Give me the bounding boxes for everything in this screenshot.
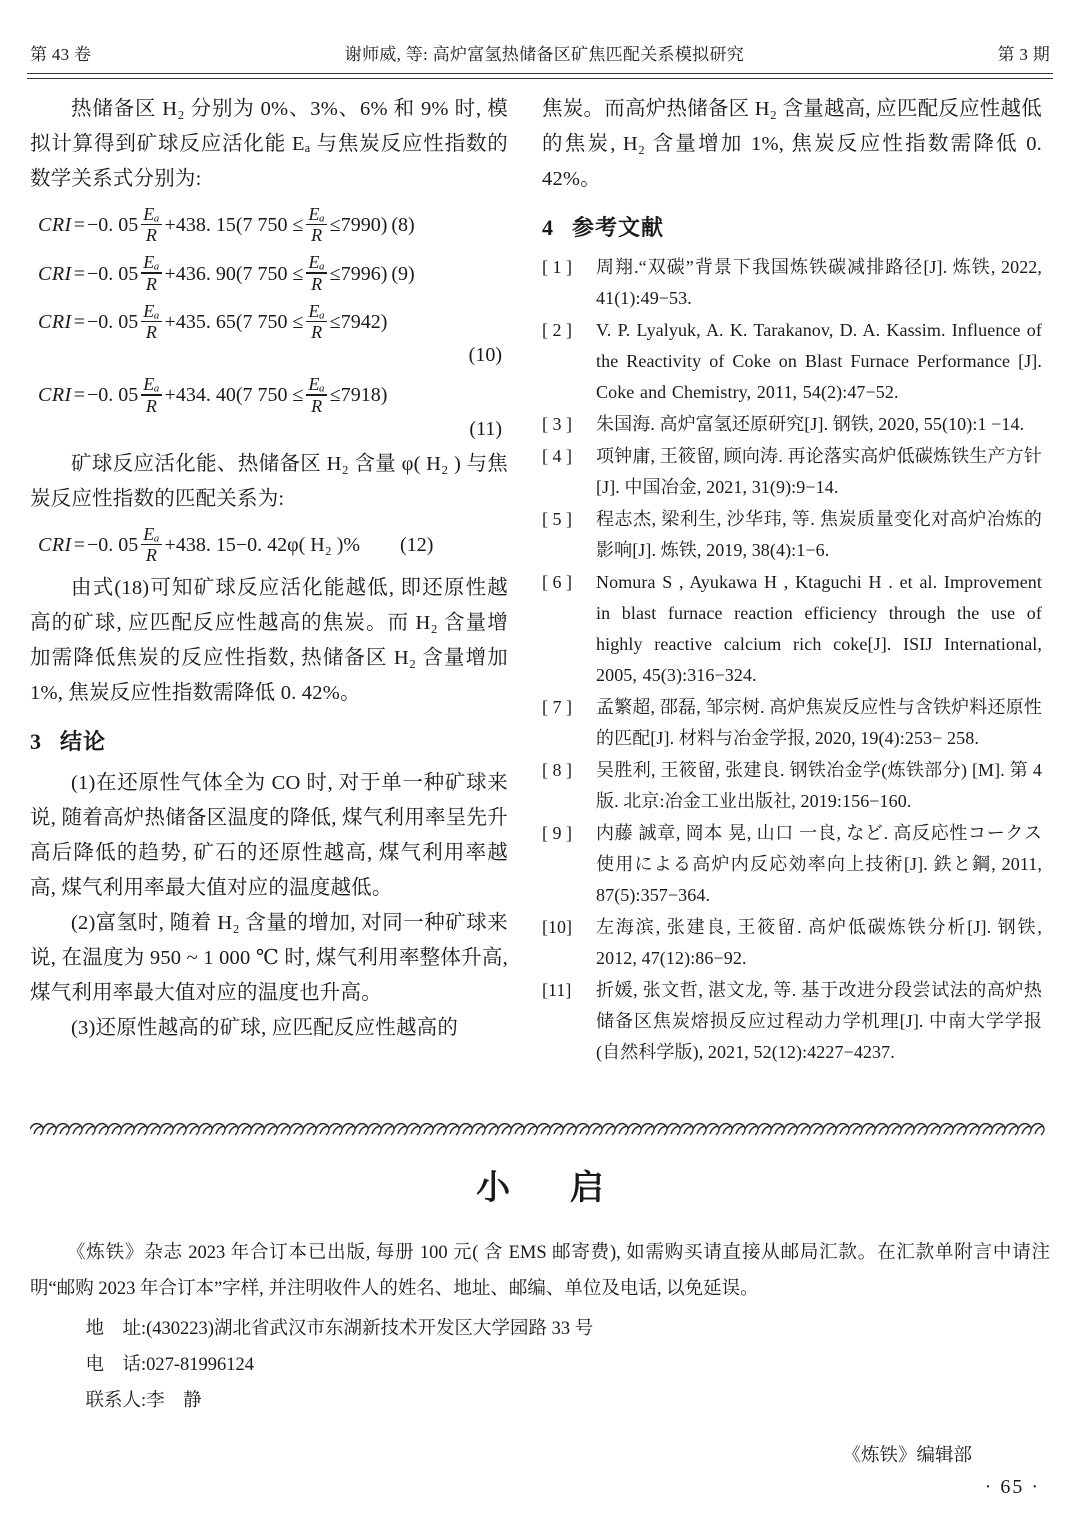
equation-11	[30, 376, 508, 415]
equation-10-eq: =	[73, 310, 85, 333]
conclusion-item-3: (3)还原性越高的矿球, 应匹配反应性越高的	[71, 1016, 459, 1039]
page-number: · 65 ·	[984, 1476, 1040, 1498]
equation-11-denominator: R	[145, 395, 157, 416]
reference-text: 周翔.“双碳”背景下我国炼铁碳减排路径[J]. 炼铁, 2022, 41(1):49−53.	[596, 257, 1042, 308]
equation-9-range-fraction	[306, 253, 326, 292]
two-column-body	[30, 92, 1050, 1112]
left-column	[30, 92, 508, 1046]
equation-10-fraction	[141, 302, 161, 341]
paragraph-discussion: 由式(18)可知矿球反应活化能越低, 即还原性越高的矿球, 应匹配反应性越高的焦炭。而 H₂ 含量增加需降低焦炭的反应性指数, 热储备区 H₂ 含量增加 1%, 焦炭反应性指数需降低 0. 42%。	[30, 576, 508, 704]
reference-label: [ 2 ]	[542, 320, 572, 340]
address-label: 地 址:	[85, 1319, 147, 1339]
equation-9-lhs: CRI	[38, 262, 72, 285]
equation-10-number: (10)	[468, 344, 502, 367]
equation-8-const: +438. 15	[164, 214, 236, 237]
announcement-paragraph: 《炼铁》杂志 2023 年合订本已出版, 每册 100 元( 含 EMS 邮寄费), 如需购买请直接从邮局汇款。在汇款单附言中请注明“邮购 2023 年合订本”字样, 并注明收件人的姓名、地址、邮编、单位及电话, 以免延误。	[30, 1243, 1050, 1299]
reference-label: [ 3 ]	[542, 414, 572, 434]
equation-10-range-numerator: Eₐ	[308, 300, 325, 321]
conclusion-item-3-continued: 焦炭。而高炉热储备区 H₂ 含量越高, 应匹配反应性越低的焦炭, H₂ 含量增加 1%, 焦炭反应性指数需降低 0. 42%。	[542, 98, 1042, 190]
reference-text: Nomura S , Ayukawa H , Ktaguchi H . et al. Improvement in blast furnace reaction efficiency through the use of highly reactive calcium rich coke[J]. ISIJ International, 2005, 45(3):316−324.	[596, 572, 1042, 685]
equation-11-range-open: (7 750 ≤	[235, 384, 304, 407]
issue-label: 第 3 期	[997, 45, 1050, 64]
equation-9	[30, 254, 508, 293]
equation-9-range-numerator: Eₐ	[308, 252, 325, 273]
equation-11-lhs: CRI	[38, 384, 72, 407]
equation-10-range-open: (7 750 ≤	[235, 310, 304, 333]
equation-11-fraction	[141, 375, 161, 414]
equation-11-coef: −0. 05	[87, 384, 139, 407]
equation-8-range-denominator: R	[311, 225, 323, 246]
equation-8-fraction	[141, 205, 161, 244]
section-3-number: 3	[30, 728, 42, 754]
equation-8-range-numerator: Eₐ	[308, 204, 325, 224]
equation-10-lhs: CRI	[38, 310, 72, 333]
announcement-block	[30, 1160, 1050, 1467]
equation-11-block	[30, 376, 508, 440]
reference-item	[542, 975, 1042, 1068]
equation-12-tail: +438. 15−0. 42φ( H₂ )%	[164, 533, 361, 556]
equation-8-block	[30, 206, 508, 245]
equation-9-range-close: ≤7996)	[329, 262, 388, 285]
section-3-title: 结论	[60, 729, 107, 755]
reference-item	[542, 252, 1042, 314]
reference-text: 左海滨, 张建良, 王筱留. 高炉低碳炼铁分析[J]. 钢铁, 2012, 47(12):86−92.	[596, 917, 1042, 968]
equation-11-numerator: Eₐ	[143, 374, 160, 395]
equation-11-const: +434. 40	[164, 384, 236, 407]
phone-label: 电 话:	[85, 1355, 147, 1375]
equation-12-denominator: R	[145, 544, 157, 565]
equation-12-coef: −0. 05	[87, 533, 139, 556]
announcement-title: 小 启	[476, 1168, 628, 1208]
equation-8-denominator: R	[145, 225, 157, 246]
equation-11-eq: =	[73, 384, 85, 407]
equation-8-eq: =	[73, 214, 85, 237]
running-title: 谢师威, 等: 高炉富氢热储备区矿焦匹配关系模拟研究	[344, 45, 745, 64]
announcement-signature: 《炼铁》编辑部	[842, 1446, 972, 1466]
equation-9-fraction	[141, 253, 161, 292]
equation-8-range-fraction	[306, 205, 326, 244]
paragraph-matching: 矿球反应活化能、热储备区 H₂ 含量 φ( H₂ ) 与焦炭反应性指数的匹配关系为:	[30, 452, 508, 510]
equation-8-number: (8)	[391, 214, 415, 237]
equation-12-eq: =	[73, 533, 85, 556]
equation-10-range-fraction	[306, 302, 326, 341]
reference-text: 吴胜利, 王筱留, 张建良. 钢铁冶金学(炼铁部分) [M]. 第 4 版. 北京:冶金工业出版社, 2019:156−160.	[596, 760, 1042, 811]
equation-8-range-open: (7 750 ≤	[235, 214, 304, 237]
address-line	[30, 1311, 1050, 1347]
reference-label: [ 9 ]	[542, 823, 572, 843]
equation-12	[30, 523, 508, 565]
reference-item	[542, 692, 1042, 754]
reference-label: [ 5 ]	[542, 509, 572, 529]
equation-8-numerator: Eₐ	[143, 204, 160, 224]
reference-item	[542, 315, 1042, 408]
section-4-number: 4	[542, 215, 554, 240]
reference-text: 朱国海. 高炉富氢还原研究[J]. 钢铁, 2020, 55(10):1 −14.	[596, 414, 1025, 434]
equation-10-const: +435. 65	[164, 310, 236, 333]
equation-9-const: +436. 90	[164, 262, 236, 285]
right-column	[542, 92, 1042, 1069]
reference-label: [ 1 ]	[542, 257, 572, 277]
contact-line	[30, 1383, 1050, 1419]
equation-12-number: (12)	[400, 533, 434, 556]
reference-item	[542, 755, 1042, 817]
equation-12-lhs: CRI	[38, 533, 72, 556]
reference-label: [11]	[542, 980, 572, 1000]
reference-list	[542, 252, 1042, 1068]
equation-9-range-denominator: R	[311, 273, 323, 294]
equation-10-range-denominator: R	[311, 322, 323, 343]
reference-text: 折媛, 张文哲, 湛文龙, 等. 基于改进分段尝试法的高炉热储备区焦炭熔损反应过程动力学机理[J]. 中南大学学报(自然科学版), 2021, 52(12):4227−4237.	[596, 980, 1042, 1062]
equation-10-block	[30, 300, 508, 367]
equation-8-lhs: CRI	[38, 214, 72, 237]
equation-9-eq: =	[73, 262, 85, 285]
reference-label: [ 8 ]	[542, 760, 572, 780]
equation-11-range-fraction	[306, 375, 326, 414]
equation-11-range-numerator: Eₐ	[308, 374, 325, 395]
reference-text: V. P. Lyalyuk, A. K. Tarakanov, D. A. Kassim. Influence of the Reactivity of Coke on Blast Furnace Performance [J]. Coke and Chemistry, 2011, 54(2):47−52.	[596, 320, 1042, 402]
equation-9-number: (9)	[391, 262, 415, 285]
reference-text: 程志杰, 梁利生, 沙华玮, 等. 焦炭质量变化对高炉冶炼的影响[J]. 炼铁, 2019, 38(4):1−6.	[596, 509, 1042, 560]
contact-label: 联系人:	[85, 1391, 147, 1411]
running-head	[30, 40, 1050, 65]
equation-9-range-open: (7 750 ≤	[235, 262, 304, 285]
phone-line	[30, 1347, 1050, 1383]
reference-item	[542, 818, 1042, 911]
section-heading-references	[542, 211, 1042, 242]
address-value: (430223)湖北省武汉市东湖新技术开发区大学园路 33 号	[146, 1319, 594, 1339]
section-4-title: 参考文献	[572, 216, 665, 241]
reference-label: [ 4 ]	[542, 446, 572, 466]
reference-label: [ 7 ]	[542, 697, 572, 717]
equation-8-range-close: ≤7990)	[329, 214, 388, 237]
paragraph-intro: 热储备区 H₂ 分别为 0%、3%、6% 和 9% 时, 模拟计算得到矿球反应活化能 Eₐ 与焦炭反应性指数的数学关系式分别为:	[30, 98, 508, 190]
equation-9-block	[30, 254, 508, 293]
equation-12-block	[30, 523, 508, 565]
reference-item	[542, 504, 1042, 566]
equation-12-numerator: Eₐ	[143, 523, 160, 544]
reference-item	[542, 567, 1042, 691]
reference-text: 孟繁超, 邵磊, 邹宗树. 高炉焦炭反应性与含铁炉料还原性的匹配[J]. 材料与冶金学报, 2020, 19(4):253− 258.	[596, 697, 1042, 748]
equation-11-number: (11)	[469, 417, 502, 440]
equation-10-coef: −0. 05	[87, 310, 139, 333]
section-heading-conclusion	[30, 725, 508, 756]
conclusion-item-1: (1)在还原性气体全为 CO 时, 对于单一种矿球来说, 随着高炉热储备区温度的降低, 煤气利用率呈先升高后降低的趋势, 矿石的还原性越高, 煤气利用率越高, 煤气利用率最大值对应的温度越低。	[30, 771, 508, 899]
phone-value: 027-81996124	[146, 1355, 255, 1375]
reference-label: [10]	[542, 917, 572, 937]
equation-8-coef: −0. 05	[87, 214, 139, 237]
equation-9-numerator: Eₐ	[143, 252, 160, 273]
header-rule	[27, 73, 1053, 79]
reference-item	[542, 409, 1042, 440]
equation-9-denominator: R	[145, 273, 157, 294]
equation-8	[30, 206, 508, 245]
reference-item	[542, 912, 1042, 974]
volume-label: 第 43 卷	[30, 45, 92, 64]
contact-value: 李 静	[146, 1391, 202, 1411]
reference-label: [ 6 ]	[542, 572, 572, 592]
equation-12-fraction	[141, 525, 161, 564]
decorative-divider	[30, 1118, 1050, 1140]
reference-item	[542, 441, 1042, 503]
reference-text: 内藤 誠章, 岡本 晃, 山口 一良, など. 高反応性コークス使用による高炉内反応効率向上技術[J]. 鉄と鋼, 2011, 87(5):357−364.	[596, 823, 1042, 905]
conclusion-item-2: (2)富氢时, 随着 H₂ 含量的增加, 对同一种矿球来说, 在温度为 950 ~ 1 000 ℃ 时, 煤气利用率整体升高, 煤气利用率最大值对应的温度也升高。	[30, 911, 508, 1004]
wave-ornament-icon	[30, 1118, 1050, 1140]
equation-11-range-denominator: R	[311, 395, 323, 416]
equation-10	[30, 300, 508, 343]
equation-10-denominator: R	[145, 322, 157, 343]
reference-text: 项钟庸, 王筱留, 顾向涛. 再论落实高炉低碳炼铁生产方针[J]. 中国冶金, 2021, 31(9):9−14.	[596, 446, 1042, 497]
equation-11-range-close: ≤7918)	[329, 384, 388, 407]
equation-10-range-close: ≤7942)	[329, 310, 388, 333]
equation-10-numerator: Eₐ	[143, 300, 160, 321]
equation-9-coef: −0. 05	[87, 262, 139, 285]
